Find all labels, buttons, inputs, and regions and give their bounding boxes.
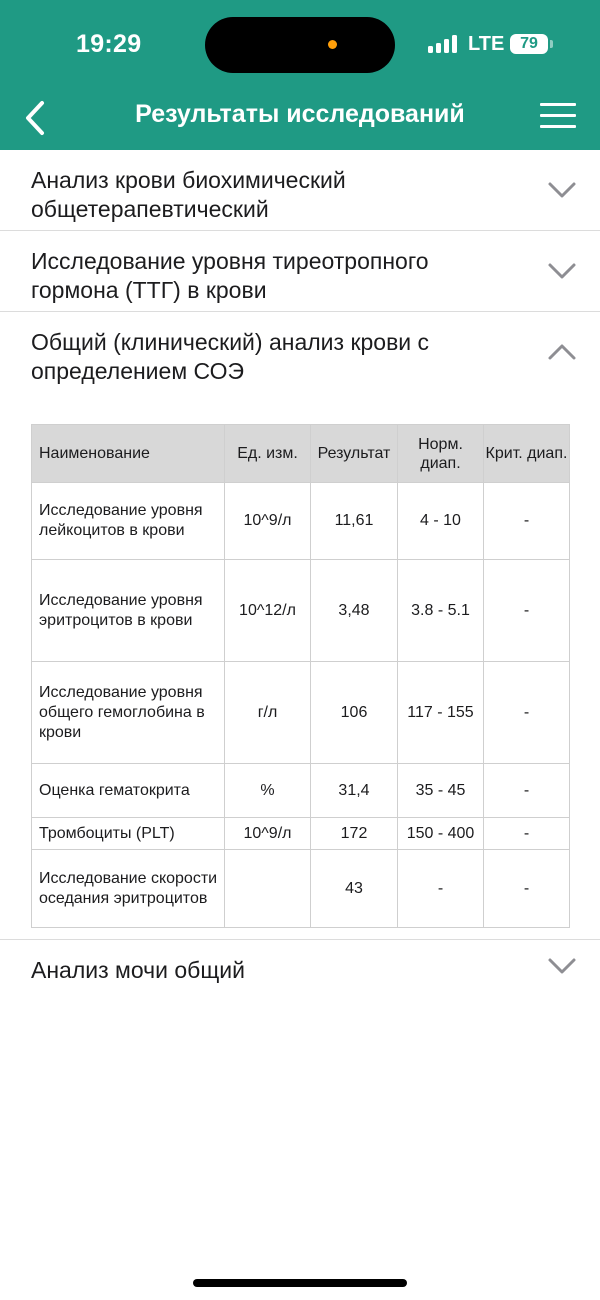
cell-result: 172 [311, 818, 398, 850]
col-header-result: Результат [311, 425, 398, 483]
col-header-unit: Ед. изм. [225, 425, 311, 483]
network-type: LTE [468, 33, 505, 55]
cell-name: Исследование уровня общего гемоглобина в крови [32, 662, 225, 764]
cell-norm: 117 - 155 [398, 662, 484, 764]
section-tsh[interactable] [0, 231, 600, 312]
table-row [32, 764, 570, 818]
cell-name: Исследование уровня эритроцитов в крови [32, 560, 225, 662]
cell-unit: % [225, 764, 311, 818]
chevron-down-icon[interactable] [547, 261, 577, 281]
cell-unit: 10^9/л [225, 818, 311, 850]
privacy-indicator-icon [328, 40, 337, 49]
cell-norm: 4 - 10 [398, 483, 484, 560]
status-time: 19:29 [76, 30, 142, 58]
cell-crit: - [484, 662, 570, 764]
section-biochemical[interactable] [0, 150, 600, 231]
cell-name: Тромбоциты (PLT) [32, 818, 225, 850]
cellular-signal-icon [428, 35, 460, 53]
section-title: Общий (клинический) анализ крови с определением СОЭ [31, 329, 430, 384]
cell-unit: 10^12/л [225, 560, 311, 662]
chevron-down-icon[interactable] [547, 956, 577, 976]
chevron-left-icon[interactable] [20, 98, 50, 138]
section-urine[interactable] [0, 940, 600, 1000]
hamburger-icon[interactable] [540, 103, 576, 129]
cell-norm: 3.8 - 5.1 [398, 560, 484, 662]
col-header-crit: Крит. диап. [484, 425, 570, 483]
cell-crit: - [484, 483, 570, 560]
results-table [31, 424, 570, 928]
chevron-up-icon[interactable] [547, 342, 577, 362]
cell-norm: 150 - 400 [398, 818, 484, 850]
cell-unit [225, 850, 311, 928]
nav-bar [0, 90, 600, 150]
battery-tip [550, 40, 553, 48]
table-row [32, 662, 570, 764]
cell-result: 31,4 [311, 764, 398, 818]
col-header-norm: Норм. диап. [398, 425, 484, 483]
battery-icon: 79 [510, 34, 548, 54]
cell-crit: - [484, 764, 570, 818]
cell-name: Оценка гематокрита [32, 764, 225, 818]
cell-crit: - [484, 818, 570, 850]
table-row [32, 818, 570, 850]
table-row [32, 850, 570, 928]
cell-crit: - [484, 560, 570, 662]
cell-result: 43 [311, 850, 398, 928]
table-header-row [32, 425, 570, 483]
cell-result: 11,61 [311, 483, 398, 560]
dynamic-island [205, 17, 395, 73]
section-title: Исследование уровня тиреотропного гормона (ТТГ) в крови [31, 248, 429, 303]
cell-name: Исследование уровня лейкоцитов в крови [32, 483, 225, 560]
cell-unit: 10^9/л [225, 483, 311, 560]
app-header [0, 0, 600, 150]
home-indicator[interactable] [193, 1279, 407, 1287]
cell-norm: 35 - 45 [398, 764, 484, 818]
cell-unit: г/л [225, 662, 311, 764]
table-row [32, 483, 570, 560]
section-title: Анализ мочи общий [31, 957, 245, 983]
table-row [32, 560, 570, 662]
cell-result: 106 [311, 662, 398, 764]
cell-norm: - [398, 850, 484, 928]
col-header-name: Наименование [32, 425, 225, 483]
page-title: Результаты исследований [135, 100, 465, 128]
section-title: Анализ крови биохимический общетерапевтический [31, 167, 346, 222]
chevron-down-icon[interactable] [547, 180, 577, 200]
cell-name: Исследование скорости оседания эритроцитов [32, 850, 225, 928]
status-bar [0, 0, 600, 90]
cell-crit: - [484, 850, 570, 928]
cell-result: 3,48 [311, 560, 398, 662]
